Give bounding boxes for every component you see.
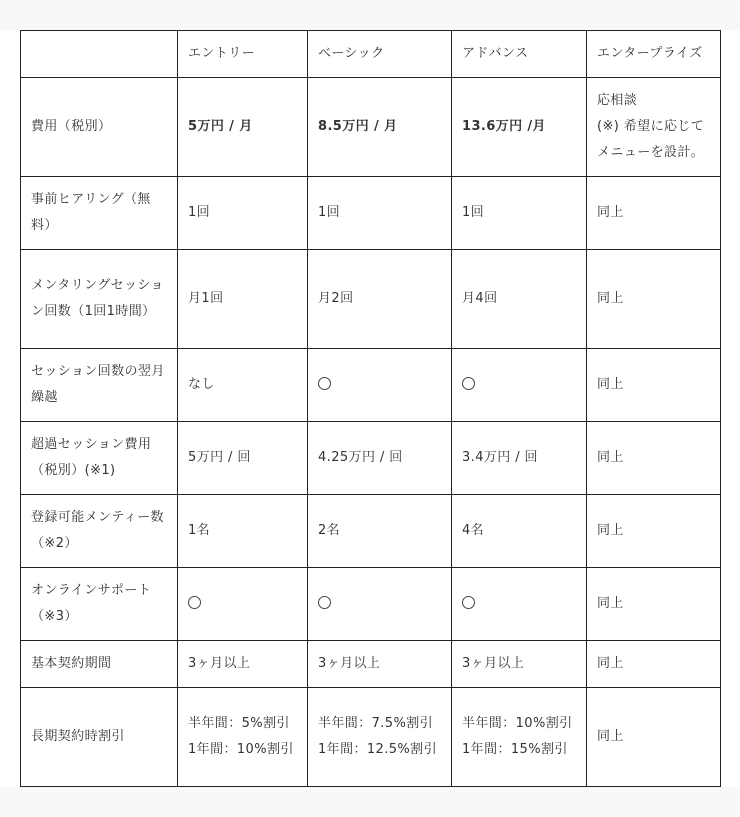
table-cell: 同上 [587, 349, 721, 422]
cell-line: 応相談 [597, 93, 638, 108]
table-cell-multiline [308, 688, 452, 787]
cell-line: 半年間：5%割引 [188, 716, 290, 731]
header-cell-plan: アドバンス [452, 31, 587, 78]
table-cell: 3.4万円 / 回 [452, 422, 587, 495]
cell-line: メニューを設計。 [597, 145, 705, 160]
table-cell: 同上 [587, 641, 721, 688]
table-row [21, 349, 721, 422]
table-cell [452, 568, 587, 641]
table-cell: 4.25万円 / 回 [308, 422, 452, 495]
row-label: セッション回数の翌月繰越 [21, 349, 178, 422]
circle-icon [462, 377, 475, 390]
table-cell: 3ヶ月以上 [452, 641, 587, 688]
cell-line: 1年間：12.5%割引 [318, 742, 437, 757]
table-cell [308, 349, 452, 422]
table-row [21, 495, 721, 568]
table-row [21, 78, 721, 177]
row-label: 超過セッション費用（税別）(※1) [21, 422, 178, 495]
table-cell: 1回 [308, 177, 452, 250]
row-label: 長期契約時割引 [21, 688, 178, 787]
row-label: 費用（税別） [21, 78, 178, 177]
table-cell-multiline [587, 78, 721, 177]
circle-icon [318, 377, 331, 390]
header-cell-empty [21, 31, 178, 78]
table-cell-multiline [178, 688, 308, 787]
row-label: オンラインサポート（※3） [21, 568, 178, 641]
circle-icon [318, 596, 331, 609]
row-label: 登録可能メンティー数（※2） [21, 495, 178, 568]
circle-icon [462, 596, 475, 609]
table-cell: 8.5万円 / 月 [308, 78, 452, 177]
header-cell-plan: エンタープライズ [587, 31, 721, 78]
table-cell: 4名 [452, 495, 587, 568]
table-cell: なし [178, 349, 308, 422]
table-cell [452, 349, 587, 422]
table-cell: 1名 [178, 495, 308, 568]
table-cell [178, 568, 308, 641]
table-cell: 同上 [587, 688, 721, 787]
row-label: 事前ヒアリング（無料） [21, 177, 178, 250]
table-cell: 同上 [587, 177, 721, 250]
table-cell: 1回 [178, 177, 308, 250]
table-row [21, 568, 721, 641]
header-row [21, 31, 721, 78]
table-cell-multiline [452, 688, 587, 787]
cell-line: (※) 希望に応じて [597, 119, 705, 134]
table-cell: 同上 [587, 568, 721, 641]
table-cell: 13.6万円 /月 [452, 78, 587, 177]
table-cell: 月4回 [452, 250, 587, 349]
table-cell: 月1回 [178, 250, 308, 349]
pricing-table [20, 30, 721, 787]
table-cell: 1回 [452, 177, 587, 250]
table-cell: 同上 [587, 250, 721, 349]
table-row [21, 250, 721, 349]
table-cell: 5万円 / 回 [178, 422, 308, 495]
table-cell [308, 568, 452, 641]
table-row [21, 641, 721, 688]
cell-line: 半年間：10%割引 [462, 716, 573, 731]
table-cell: 2名 [308, 495, 452, 568]
table-cell: 同上 [587, 495, 721, 568]
header-cell-plan: ベーシック [308, 31, 452, 78]
table-row [21, 177, 721, 250]
table-cell: 3ヶ月以上 [308, 641, 452, 688]
cell-line: 半年間：7.5%割引 [318, 716, 434, 731]
page [0, 30, 740, 787]
cell-line: 1年間：10%割引 [188, 742, 294, 757]
circle-icon [188, 596, 201, 609]
cell-line: 1年間：15%割引 [462, 742, 568, 757]
table-row [21, 422, 721, 495]
row-label: 基本契約期間 [21, 641, 178, 688]
table-cell: 月2回 [308, 250, 452, 349]
table-cell: 同上 [587, 422, 721, 495]
header-cell-plan: エントリー [178, 31, 308, 78]
row-label: メンタリングセッション回数（1回1時間） [21, 250, 178, 349]
table-cell: 5万円 / 月 [178, 78, 308, 177]
table-cell: 3ヶ月以上 [178, 641, 308, 688]
table-row [21, 688, 721, 787]
